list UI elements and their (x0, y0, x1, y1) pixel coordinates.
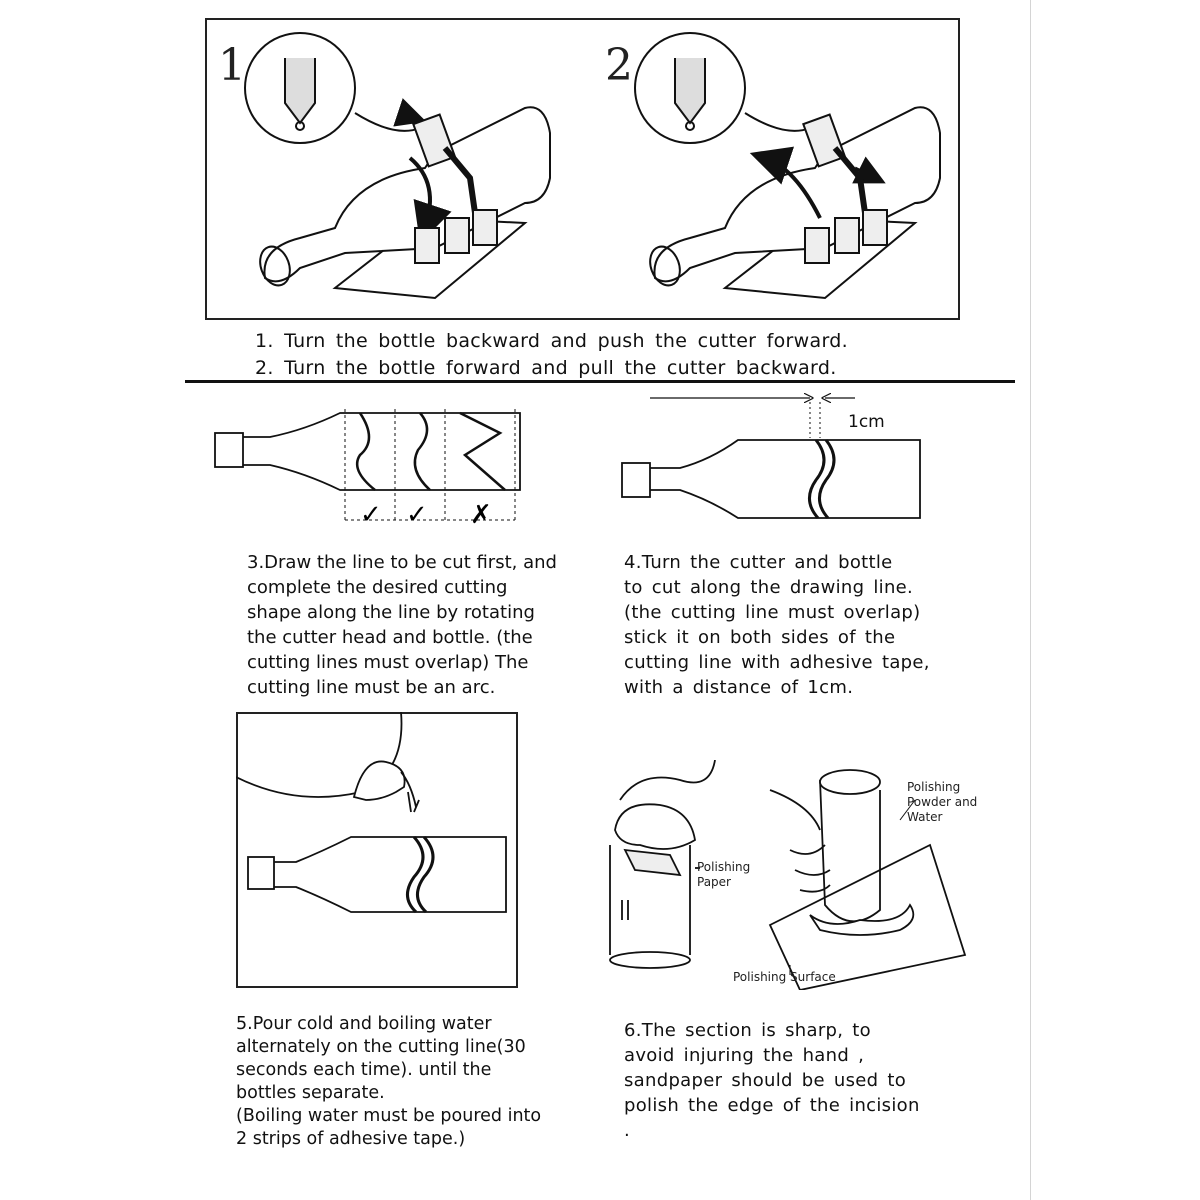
scene-1 (245, 33, 550, 298)
step5-pouring-illustration (236, 712, 518, 988)
check-mark-2: ✓ (406, 500, 428, 530)
step-1-number: 1 (218, 40, 246, 91)
page-edge-divider (1030, 0, 1031, 1200)
label-polishing-paper: Polishing Paper (697, 860, 751, 889)
check-mark-1: ✓ (360, 500, 382, 530)
step4-bottle-illustration (610, 388, 940, 528)
instruction-line-2: 2. Turn the bottle forward and pull the cutter backward. (255, 357, 837, 379)
top-instructions (255, 328, 848, 382)
label-polishing-surface: Polishing Surface (733, 970, 836, 984)
label-polishing-powder-water: Polishing Powder and Water (907, 780, 978, 824)
step4-text: 4.Turn the cutter and bottle to cut along the drawing line. (the cutting line must overlap) stick it on both sides of the cutting line with adhesive tape, with a distance of 1cm. (624, 552, 930, 698)
step3-text: 3.Draw the line to be cut first, and complete the desired cutting shape along the line by rotating the cutter head and bottle. (the cutting lines must overlap) The cutting line must be an arc. (247, 552, 557, 698)
step3-bottle-illustration (210, 395, 540, 545)
instruction-line-1: 1. Turn the bottle backward and push the cutter forward. (255, 330, 848, 352)
section-divider (185, 380, 1015, 383)
step5-text: 5.Pour cold and boiling water alternately on the cutting line(30 seconds each time). until the bottles separate. (Boiling water must be poured into 2 strips of adhesive tape.) (236, 1014, 542, 1149)
bottle-cutter-illustration (205, 18, 960, 320)
scene-2 (635, 33, 940, 298)
step-2-number: 2 (605, 40, 633, 91)
cross-mark: ✗ (470, 500, 492, 530)
distance-label: 1cm (848, 412, 885, 432)
step6-text: 6.The section is sharp, to avoid injuring the hand , sandpaper should be used to polish the edge of the incision . (624, 1020, 920, 1141)
